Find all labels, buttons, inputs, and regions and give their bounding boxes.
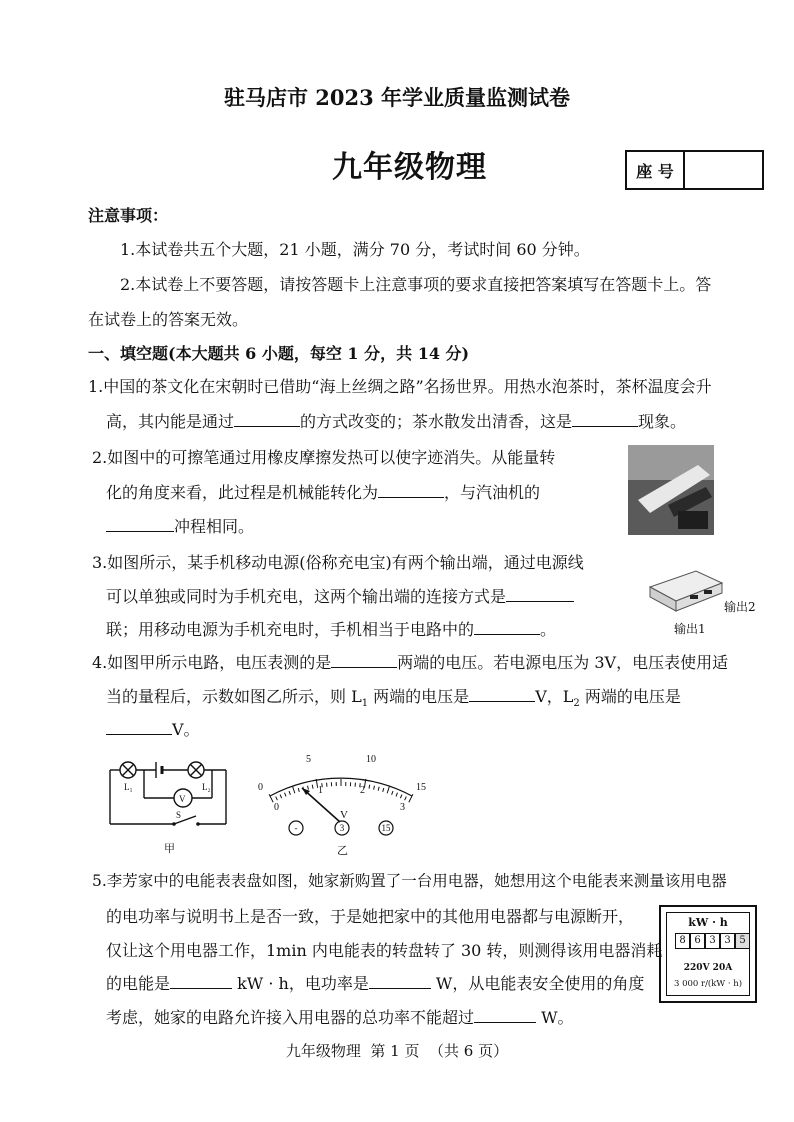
q5-line-4: 的电能是 kW · h，电功率是 W，从电能表安全使用的角度 xyxy=(106,974,645,993)
svg-text:0: 0 xyxy=(258,782,263,793)
output-1-label: 输出1 xyxy=(674,622,706,636)
q1-blank-2[interactable] xyxy=(572,412,638,427)
circuit-label-l2: L₂ xyxy=(202,782,211,792)
q4-blank-2[interactable] xyxy=(469,687,535,702)
circuit-label-v: V xyxy=(179,794,186,804)
battery xyxy=(156,762,162,778)
q2-blank-2[interactable] xyxy=(106,517,174,532)
seat-number-field[interactable] xyxy=(685,152,762,188)
lamp-l2 xyxy=(188,762,204,778)
page-footer: 九年级物理 第 1 页 （共 6 页） xyxy=(285,1042,509,1060)
energy-meter xyxy=(659,905,757,1003)
energy-meter-unit: kW · h xyxy=(688,916,728,929)
dial-tick xyxy=(369,785,370,789)
q4-blank-3[interactable] xyxy=(106,720,172,735)
svg-text:2: 2 xyxy=(360,785,365,796)
voltmeter-dial-yi xyxy=(252,748,432,840)
q2-line-3: 冲程相同。 xyxy=(106,517,254,537)
figure-label-yi: 乙 xyxy=(337,844,348,857)
q1-line-1: 1.中国的茶文化在宋朝时已借助“海上丝绸之路”名扬世界。用热水泡茶时，茶杯温度会升 xyxy=(88,377,712,396)
dial-tick xyxy=(293,787,295,794)
dial-tick xyxy=(312,785,313,789)
eraser-pen-photo xyxy=(628,445,714,535)
q3-line-2: 可以单独或同时为手机充电，这两个输出端的连接方式是 xyxy=(106,587,574,607)
q5-blank-1[interactable] xyxy=(170,974,232,989)
svg-text:15: 15 xyxy=(381,823,391,833)
notice-item-2-line-1: 2.本试卷上不要答题，请按答题卡上注意事项的要求直接把答案填写在答题卡上。答 xyxy=(120,275,712,294)
svg-text:1: 1 xyxy=(318,785,323,796)
svg-text:0: 0 xyxy=(274,802,279,813)
power-bank-photo xyxy=(646,565,726,615)
q4-line-3: V。 xyxy=(106,720,200,740)
q5-line-5: 考虑，她家的电路允许接入用电器的总功率不能超过 W。 xyxy=(106,1008,574,1027)
q4-line-2: 当的量程后，示数如图乙所示，则 $L_1$ 两端的电压是 V，$L_2$ 两端的电压是 xyxy=(106,687,681,710)
subject-title: 九年级物理 xyxy=(332,150,487,185)
energy-meter-rating: 220V 20A xyxy=(683,963,733,973)
dial-tick xyxy=(308,786,309,790)
svg-text:10: 10 xyxy=(366,754,376,765)
q4-blank-1[interactable] xyxy=(331,653,397,668)
svg-text:3: 3 xyxy=(400,802,405,813)
dial-tick xyxy=(298,788,299,792)
q5-line-3: 仅让这个用电器工作，1min 内电能表的转盘转了 30 转，则测得该用电器消耗 xyxy=(106,941,663,960)
dial-tick xyxy=(396,793,397,797)
dial-tick xyxy=(276,797,278,801)
dial-tick xyxy=(400,795,402,799)
q2-blank-1[interactable] xyxy=(378,483,444,498)
notice-heading: 注意事项： xyxy=(88,206,169,225)
notice-item-2-line-2: 在试卷上的答案无效。 xyxy=(88,310,249,329)
svg-text:-: - xyxy=(294,823,298,833)
q3-blank-1[interactable] xyxy=(506,587,574,602)
dial-tick xyxy=(289,791,290,795)
energy-meter-rev-constant: 3 000 r/(kW · h) xyxy=(673,979,743,989)
figure-label-jia: 甲 xyxy=(164,842,175,855)
q3-line-3: 联；用移动电源为手机充电时，手机相当于电路中的 。 xyxy=(106,620,557,639)
circuit-diagram-jia xyxy=(104,758,234,830)
dial-tick xyxy=(374,786,375,790)
dial-unit-label: V xyxy=(340,809,348,821)
lamp-l1 xyxy=(120,762,136,778)
q5-blank-2[interactable] xyxy=(369,974,431,989)
seat-number-box xyxy=(625,150,764,190)
circuit-label-l1: L₁ xyxy=(124,782,133,792)
dial-tick xyxy=(378,787,379,791)
notice-item-1: 1.本试卷共五个大题，21 小题，满分 70 分，考试时间 60 分钟。 xyxy=(120,240,590,259)
q3-blank-2[interactable] xyxy=(474,620,540,635)
energy-meter-digits: 8 6 3 3 5 xyxy=(675,933,750,949)
output-2-label: 输出2 xyxy=(724,600,756,614)
dial-tick xyxy=(280,795,282,799)
dial-tick xyxy=(383,788,384,792)
q5-line-1: 5.李芳家中的电能表表盘如图，她家新购置了一台用电器，她想用这个电能表来测量该用电器 xyxy=(92,872,727,890)
section-1-title: 一、填空题(本大题共 6 小题，每空 1 分，共 14 分) xyxy=(88,344,470,363)
dial-tick xyxy=(285,793,286,797)
svg-text:5: 5 xyxy=(306,754,311,765)
q5-blank-3[interactable] xyxy=(474,1008,536,1023)
dial-terminals xyxy=(289,821,393,835)
dial-top-scale xyxy=(258,754,426,793)
seat-number-label: 座 号 xyxy=(627,152,685,188)
q1-line-2: 高，其内能是通过 的方式改变的；茶水散发出清香，这是 现象。 xyxy=(106,412,687,431)
svg-text:3: 3 xyxy=(339,823,345,833)
q4-line-1: 4.如图甲所示电路，电压表测的是 两端的电压。若电源电压为 3V，电压表使用适 xyxy=(92,653,729,672)
q1-blank-1[interactable] xyxy=(234,412,300,427)
q2-line-2: 化的角度来看，此过程是机械能转化为 ，与汽油机的 xyxy=(106,483,541,502)
dial-tick xyxy=(392,791,393,795)
svg-text:15: 15 xyxy=(416,782,426,793)
q2-line-1: 2.如图中的可擦笔通过用橡皮摩擦发热可以使字迹消失。从能量转 xyxy=(92,448,556,467)
dial-tick xyxy=(405,797,407,801)
exam-title: 驻马店市 2023 年学业质量监测试卷 xyxy=(223,85,571,110)
circuit-label-s: S xyxy=(176,810,182,820)
q3-line-1: 3.如图所示，某手机移动电源(俗称充电宝)有两个输出端，通过电源线 xyxy=(92,553,584,572)
q5-line-2: 的电功率与说明书上是否一致，于是她把家中的其他用电器都与电源断开， xyxy=(106,907,635,926)
dial-tick xyxy=(387,787,389,794)
